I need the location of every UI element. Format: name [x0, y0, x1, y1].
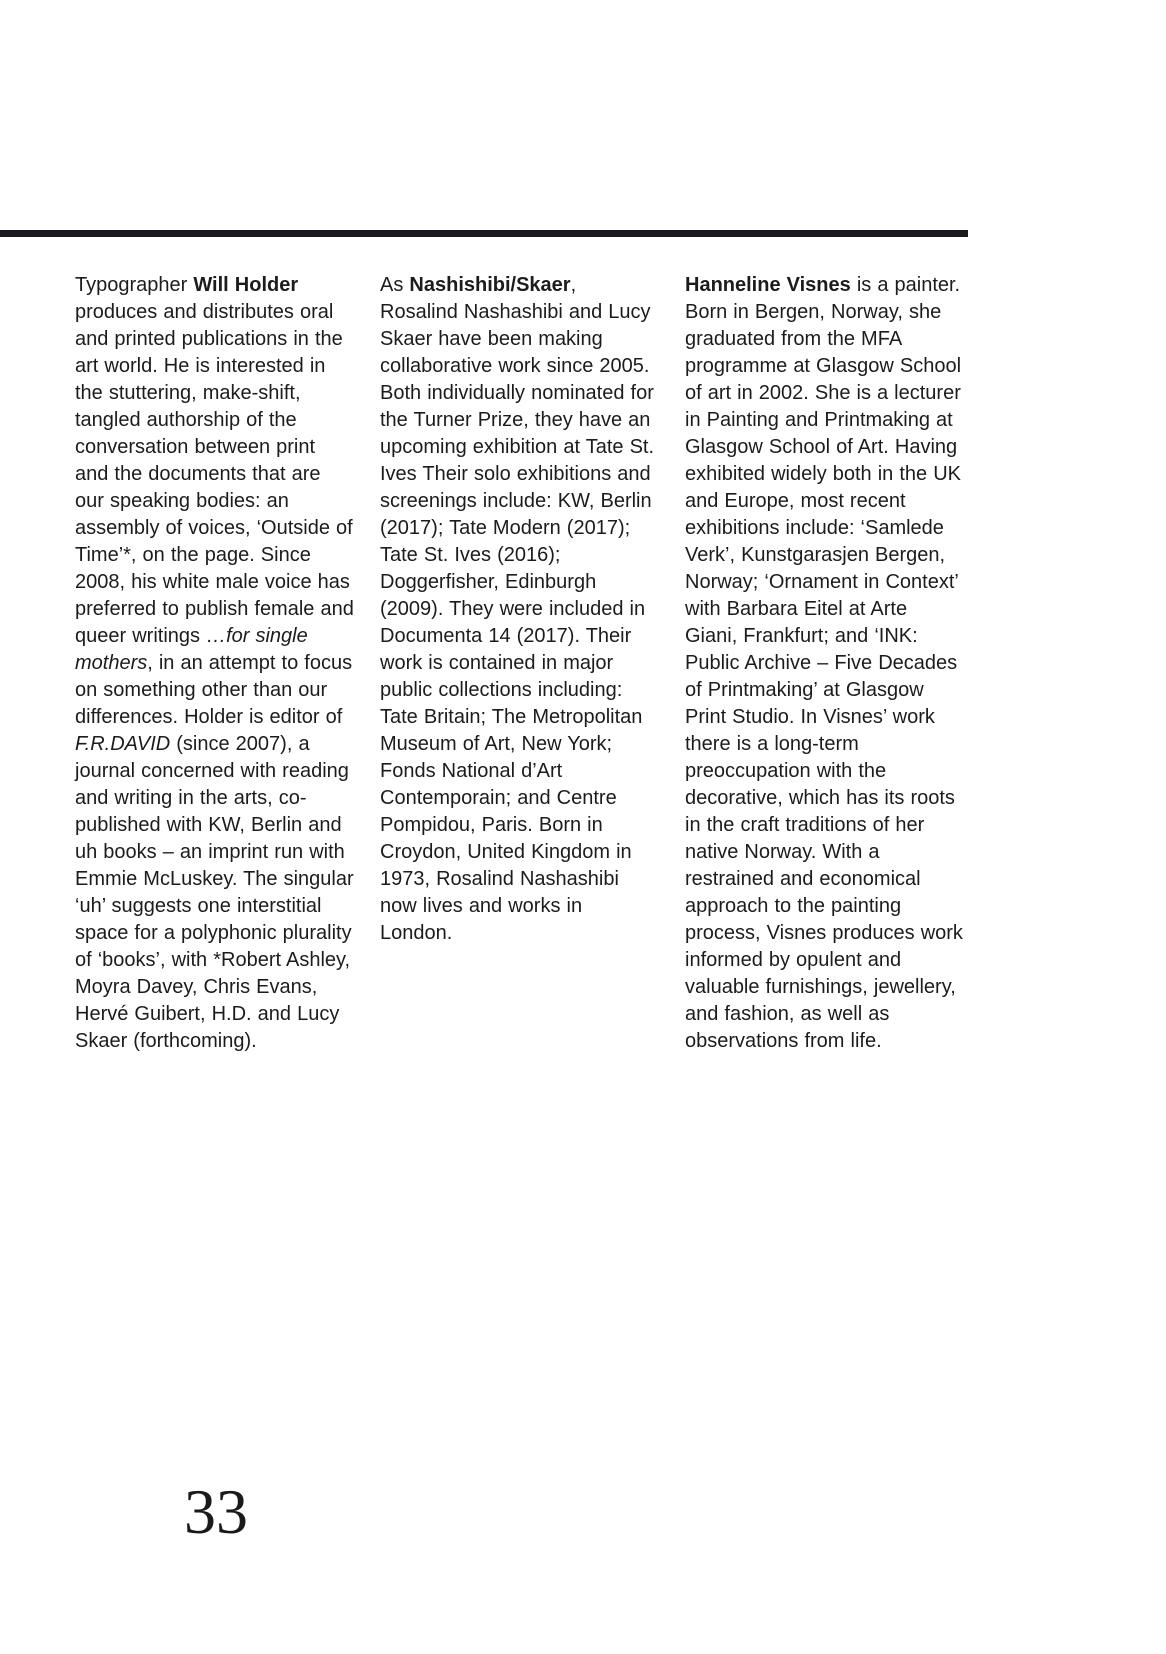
- bio-text-segment: (since 2007), a journal concerned with reading and writing in the arts, co-published with KW, Berlin and uh books – an imprint run with Emmie McLuskey. The singular ‘uh’ suggests one interstitial space for a polyphonic plurality of ‘books’, with *Robert Ashley, Moyra Davey, Chris Evans, Hervé Guibert, H.D. and Lucy Skaer (forthcoming).: [75, 733, 354, 1052]
- bio-text-segment: Hanneline Visnes: [685, 274, 851, 296]
- bio-text-segment: Nashishibi/Skaer: [409, 274, 571, 296]
- bio-text-segment: , Rosalind Nashashibi and Lucy Skaer have been making collaborative work since 2005. Both individually nominated for the Turner Prize, they have an upcoming exhibition at Tate St. Ives Their solo exhibitions and screenings include: KW, Berlin (2017); Tate Modern (2017); Tate St. Ives (2016); Doggerfisher, Edinburgh (2009). They were included in Documenta 14 (2017). Their work is contained in major public collections including: Tate Britain; The Metropolitan Museum of Art, New York; Fonds National d’Art Contemporain; and Centre Pompidou, Paris. Born in Croydon, United Kingdom in 1973, Rosalind Nashashibi now lives and works in London.: [380, 274, 655, 944]
- bio-columns: [75, 272, 964, 1055]
- bio-text-segment: produces and distributes oral and printed publications in the art world. He is interested in the stuttering, make-shift, tangled authorship of the conversation between print and the documents that are our speaking bodies: an assembly of voices, ‘Outside of Time’*, on the page. Since 2008, his white male voice has preferred to publish female and queer writings: [75, 301, 354, 647]
- bio-text-segment: As: [380, 274, 410, 296]
- bio-text-segment: …for single mothers: [75, 625, 308, 674]
- top-rule: [0, 230, 968, 237]
- bio-text-segment: Will Holder: [193, 274, 299, 296]
- bio-column-will-holder: [75, 272, 354, 1055]
- bio-text-segment: is a painter. Born in Bergen, Norway, she graduated from the MFA programme at Glasgow School of art in 2002. She is a lecturer in Painting and Printmaking at Glasgow School of Art. Having exhibited widely both in the UK and Europe, most recent exhibitions include: ‘Samlede Verk’, Kunstgarasjen Bergen, Norway; ‘Ornament in Context’ with Barbara Eitel at Arte Giani, Frankfurt; and ‘INK: Public Archive – Five Decades of Printmaking’ at Glasgow Print Studio. In Visnes’ work there is a long-term preoccupation with the decorative, which has its roots in the craft traditions of her native Norway. With a restrained and economical approach to the painting process, Visnes produces work informed by opulent and valuable furnishings, jewellery, and fashion, as well as observations from life.: [685, 274, 963, 1052]
- bio-text-segment: , in an attempt to focus on something other than our differences. Holder is editor of: [75, 652, 353, 728]
- bio-text-segment: Typographer: [75, 274, 194, 296]
- bio-text-segment: F.R.DAVID: [75, 733, 171, 755]
- bio-column-nashishibi-skaer: [380, 272, 659, 1055]
- page-number: 33: [184, 1476, 248, 1547]
- bio-column-hanneline-visnes: [685, 272, 964, 1055]
